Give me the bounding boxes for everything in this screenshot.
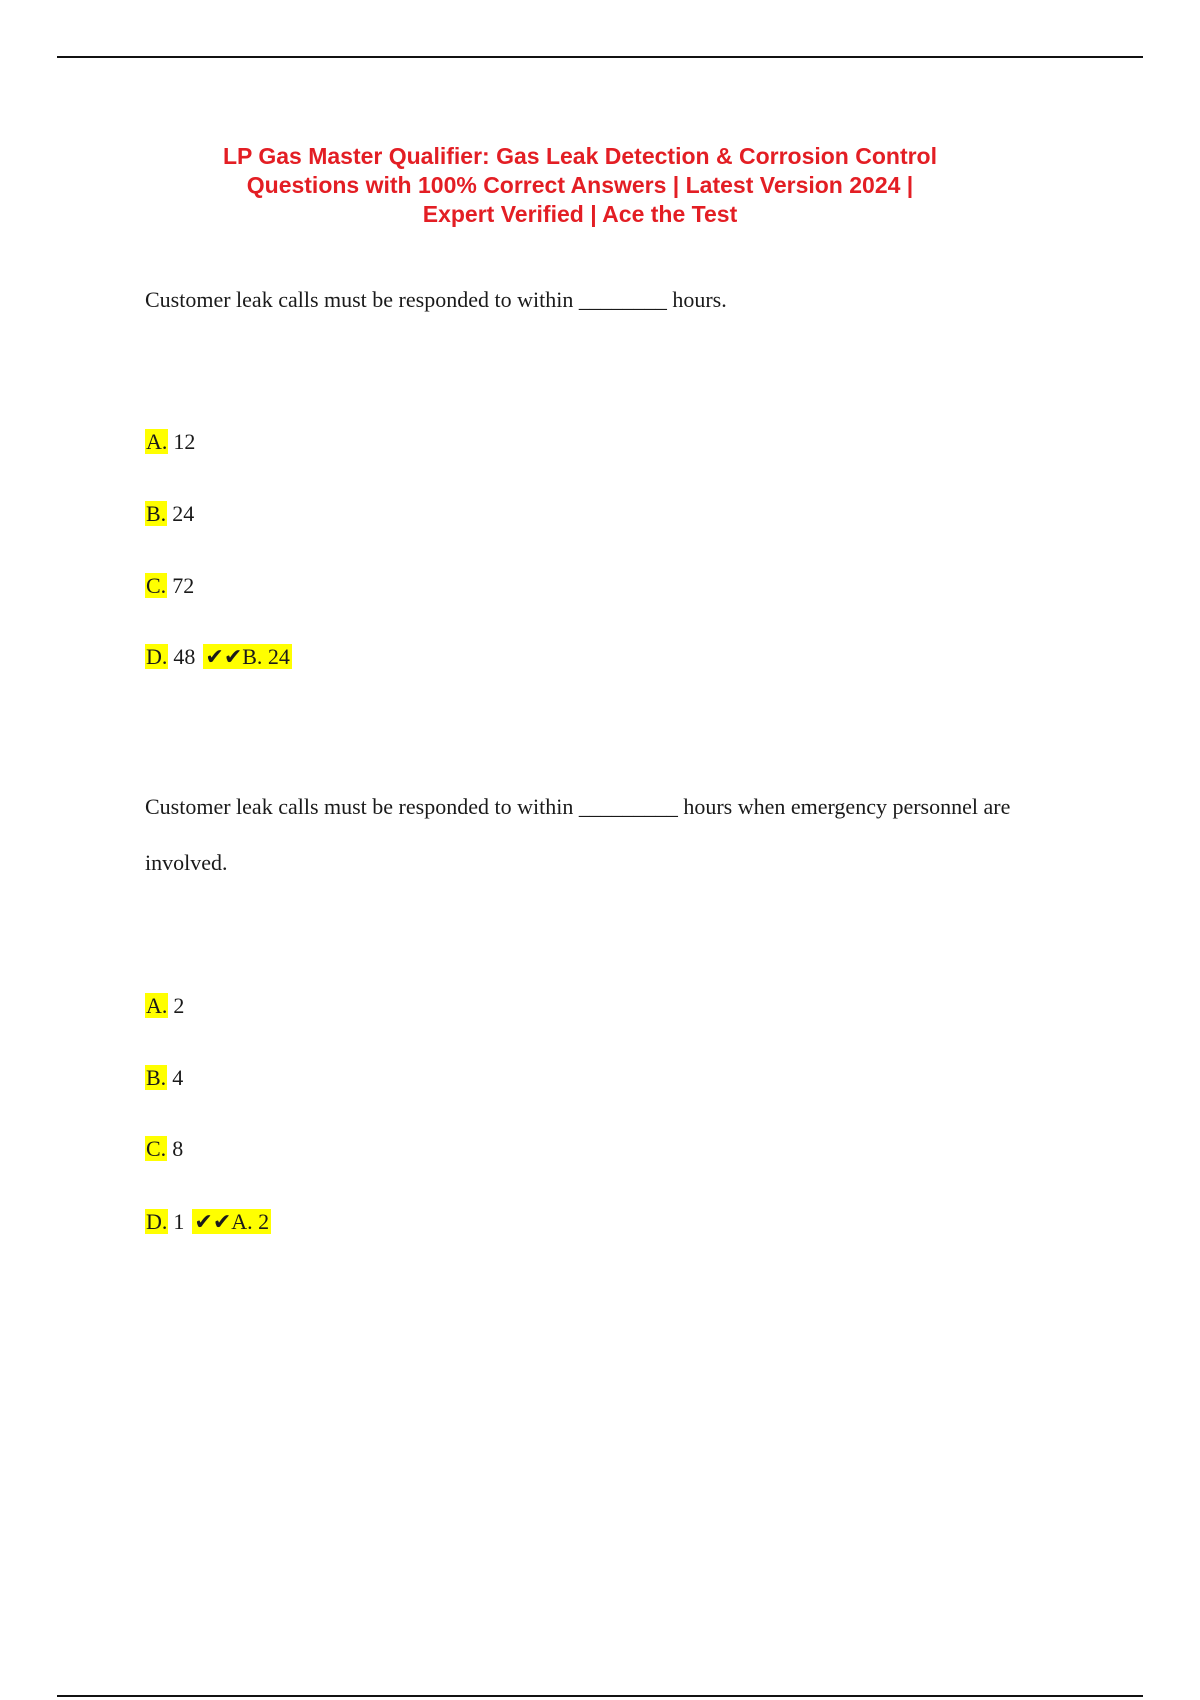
title-line: Expert Verified | Ace the Test bbox=[422, 201, 738, 227]
option-value: 72 bbox=[172, 573, 195, 598]
option-letter: D. bbox=[146, 644, 168, 669]
option-value: 12 bbox=[173, 429, 196, 454]
option-letter: A. bbox=[146, 993, 168, 1018]
option-letter: B. bbox=[146, 1065, 167, 1090]
option-value: 1 bbox=[173, 1209, 185, 1234]
option-value: 2 bbox=[173, 993, 185, 1018]
question-2-option-c bbox=[145, 1135, 183, 1163]
option-value: 8 bbox=[172, 1136, 184, 1161]
footer-rule bbox=[57, 1695, 1143, 1697]
correct-answer: ✔✔B. 24 bbox=[205, 644, 290, 669]
question-2-option-a bbox=[145, 992, 184, 1020]
option-letter: C. bbox=[146, 573, 167, 598]
question-2-option-d bbox=[145, 1208, 271, 1236]
question-line: Customer leak calls must be responded to within ________ hours. bbox=[145, 287, 727, 312]
option-letter: B. bbox=[146, 501, 167, 526]
question-line: involved. bbox=[145, 850, 228, 875]
correct-answer: ✔✔A. 2 bbox=[194, 1209, 270, 1234]
question-1-option-a bbox=[145, 428, 195, 456]
title-line: LP Gas Master Qualifier: Gas Leak Detection & Corrosion Control bbox=[222, 143, 937, 169]
question-2-text bbox=[145, 779, 1095, 891]
question-2-option-b bbox=[145, 1064, 183, 1092]
option-value: 4 bbox=[172, 1065, 184, 1090]
question-1-option-d bbox=[145, 643, 292, 671]
option-letter: D. bbox=[146, 1209, 168, 1234]
document-title bbox=[145, 142, 1015, 229]
option-value: 24 bbox=[172, 501, 195, 526]
question-1-option-b bbox=[145, 500, 194, 528]
question-1-text bbox=[145, 272, 1095, 328]
header-rule bbox=[57, 56, 1143, 58]
option-value: 48 bbox=[173, 644, 196, 669]
question-1-option-c bbox=[145, 572, 194, 600]
title-line: Questions with 100% Correct Answers | Latest Version 2024 | bbox=[246, 172, 914, 198]
option-letter: C. bbox=[146, 1136, 167, 1161]
question-line: Customer leak calls must be responded to within _________ hours when emergency personnel are bbox=[145, 794, 1011, 819]
option-letter: A. bbox=[146, 429, 168, 454]
